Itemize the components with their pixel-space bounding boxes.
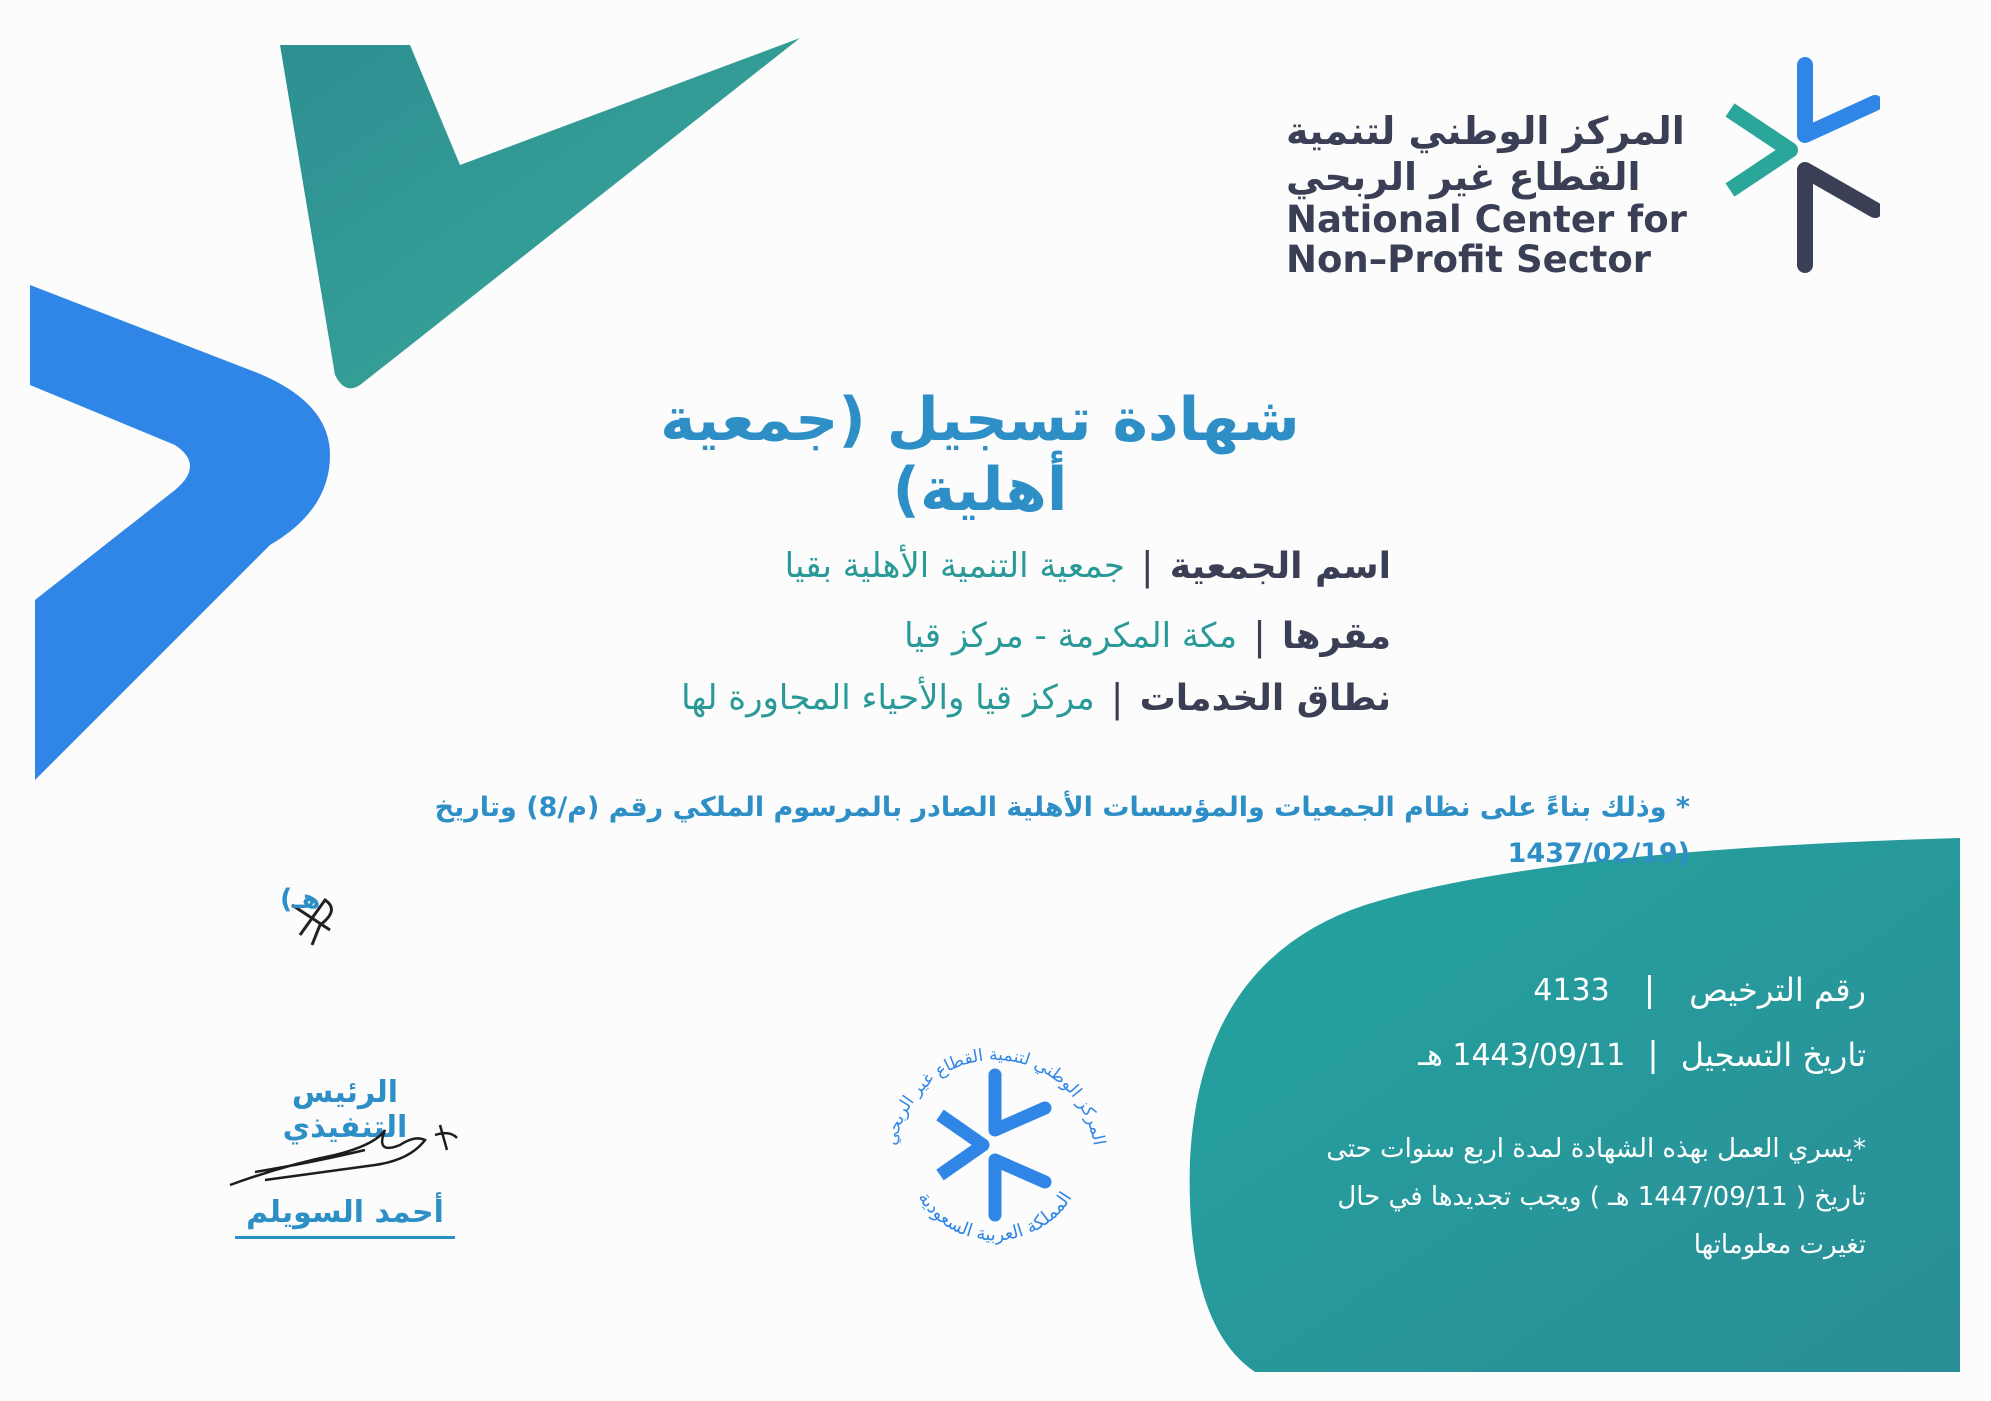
registration-separator: | bbox=[1647, 1035, 1659, 1075]
official-seal bbox=[855, 1010, 1135, 1270]
license-number-row bbox=[1266, 970, 1866, 1010]
registration-date-label: تاريخ التسجيل bbox=[1680, 1036, 1866, 1074]
field-separator: | bbox=[1110, 676, 1124, 720]
handwritten-signature bbox=[225, 1110, 475, 1200]
license-number-label: رقم الترخيص bbox=[1689, 971, 1866, 1009]
field-row-scope bbox=[391, 670, 1391, 726]
registration-date-value: 1443/09/11 هـ bbox=[1418, 1037, 1626, 1073]
seal-logo-icon bbox=[940, 1075, 1045, 1215]
license-number-value: 4133 bbox=[1533, 972, 1610, 1008]
license-separator: | bbox=[1643, 970, 1656, 1010]
signatory-name: أحمد السويلم bbox=[235, 1195, 455, 1239]
validity-line3: تغيرت معلوماتها bbox=[1693, 1230, 1866, 1260]
legal-basis-line1: * وذلك بناءً على نظام الجمعيات والمؤسسات الأهلية الصادر بالمرسوم الملكي رقم (م/8) وتاريخ (1437/02/19 bbox=[434, 792, 1690, 869]
teal-chevron-shape bbox=[280, 38, 800, 388]
legal-basis-line2: هـ) bbox=[280, 884, 321, 915]
validity-note bbox=[1226, 1125, 1866, 1269]
org-name-en-line2: Non–Profit Sector bbox=[1286, 238, 1652, 281]
registration-date-row bbox=[1266, 1035, 1866, 1075]
field-row-name bbox=[391, 538, 1391, 594]
certificate-title: شهادة تسجيل (جمعية أهلية) bbox=[660, 385, 1300, 525]
seal-text-bottom: المملكة العربية السعودية bbox=[913, 1187, 1077, 1246]
seal-text-top: المركز الوطني لتنمية القطاع غير الربحي bbox=[881, 1044, 1109, 1147]
field-row-location bbox=[391, 608, 1391, 664]
blue-chevron-shape bbox=[30, 285, 330, 780]
validity-line1: *يسري العمل بهذه الشهادة لمدة اربع سنوات حتى bbox=[1326, 1134, 1866, 1164]
ncnp-logo-icon bbox=[1720, 55, 1880, 275]
field-label: نطاق الخدمات bbox=[1139, 677, 1391, 719]
legal-basis-note bbox=[280, 785, 1690, 923]
org-name-ar-line1: المركز الوطني لتنمية bbox=[1286, 109, 1685, 153]
org-name-ar-line2: القطاع غير الربحي bbox=[1286, 155, 1641, 199]
field-separator: | bbox=[1253, 614, 1266, 658]
field-label: اسم الجمعية bbox=[1169, 545, 1391, 587]
field-separator: | bbox=[1140, 544, 1154, 588]
org-name-en-line1: National Center for bbox=[1286, 198, 1687, 241]
field-value: جمعية التنمية الأهلية بقيا bbox=[784, 546, 1125, 586]
field-value: مركز قيا والأحياء المجاورة لها bbox=[681, 678, 1095, 718]
signatory-title: الرئيس التنفيذي bbox=[282, 1075, 408, 1145]
org-name-block bbox=[1286, 108, 1706, 280]
field-value: مكة المكرمة - مركز قيا bbox=[904, 616, 1238, 656]
field-label: مقرها bbox=[1281, 615, 1391, 657]
validity-line2: تاريخ ( 1447/09/11 هـ ) ويجب تجديدها في حال bbox=[1337, 1182, 1866, 1212]
